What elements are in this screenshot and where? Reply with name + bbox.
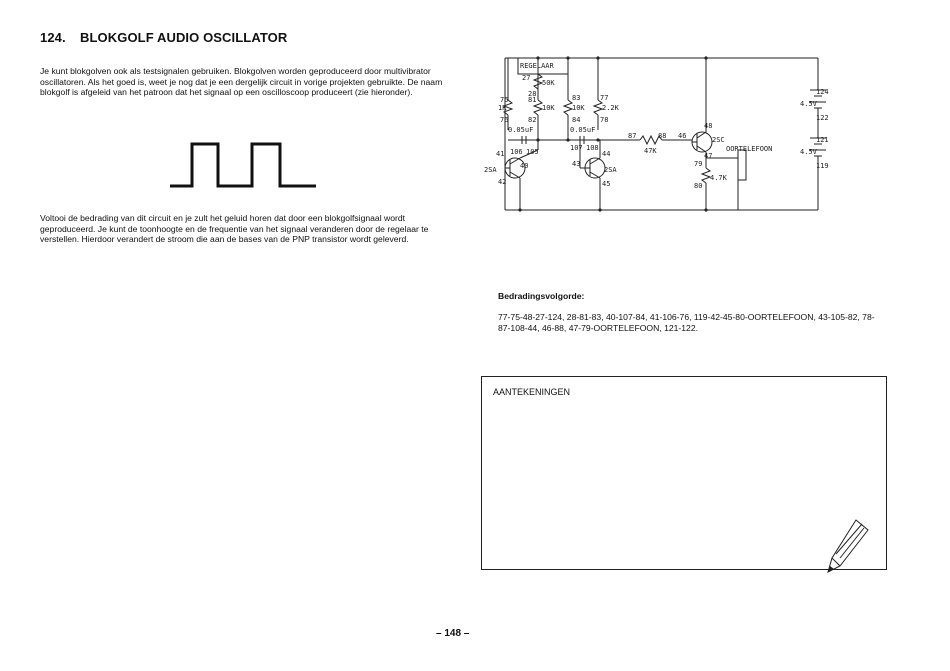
q3-label: 2SC [712, 136, 725, 144]
battery-2-label: 4.5V [800, 148, 817, 156]
wiring-sequence-heading: Bedradingsvolgorde: [498, 291, 585, 301]
r2-2k-label: 2.2K [602, 104, 619, 112]
project-title: BLOKGOLF AUDIO OSCILLATOR [80, 30, 288, 45]
r10k-right-label: 10K [572, 104, 585, 112]
terminal-124: 124 [816, 88, 829, 96]
r50k-label: 50K [542, 79, 555, 87]
terminal-88: 88 [658, 132, 667, 140]
r10k-left-label: 10K [542, 104, 555, 112]
terminal-28: 28 [528, 90, 537, 98]
terminal-46: 46 [678, 132, 687, 140]
q2-label: 2SA [604, 166, 617, 174]
terminal-121: 121 [816, 136, 829, 144]
terminal-84: 84 [572, 116, 581, 124]
terminal-77: 77 [600, 94, 609, 102]
terminal-106: 106 [510, 148, 523, 156]
q1-label: 2SA [484, 166, 497, 174]
r4-7k-label: 4.7K [710, 174, 727, 182]
page-title [40, 30, 287, 45]
terminal-80: 80 [694, 182, 703, 190]
terminal-83: 83 [572, 94, 581, 102]
terminal-45: 45 [602, 180, 611, 188]
pencil-icon [826, 518, 870, 574]
terminal-78: 78 [600, 116, 609, 124]
terminal-47: 47 [704, 152, 713, 160]
terminal-119: 119 [816, 162, 829, 170]
terminal-41: 41 [496, 150, 505, 158]
terminal-105: 105 [526, 148, 539, 156]
terminal-40: 40 [520, 162, 529, 170]
terminal-108: 108 [586, 144, 599, 152]
terminal-76: 76 [500, 116, 509, 124]
terminal-44: 44 [602, 150, 611, 158]
page-number: – 148 – [436, 628, 470, 639]
instructions-paragraph: Voltooi de bedrading van dit circuit en je zult het geluid horen dat door een blokgolfsignaal wordt geproduceerd. Je kunt de toonhoogte en de frequentie van het signaal veranderen door de regelaar te verstellen. Hierdoor verandert de stroom die aan de bases van de PNP transistor wordt geleverd. [40, 213, 429, 245]
terminal-82: 82 [528, 116, 537, 124]
terminal-87: 87 [628, 132, 637, 140]
terminal-48: 48 [704, 122, 713, 130]
notes-label: AANTEKENINGEN [493, 387, 571, 397]
c1-label: 0.05uF [508, 126, 534, 134]
r47k-label: 47K [644, 147, 657, 155]
terminal-42: 42 [498, 178, 507, 186]
square-wave-illustration [170, 142, 316, 188]
project-number: 124. [40, 30, 66, 45]
r1k-label: 1K [498, 104, 507, 112]
terminal-81: 81 [528, 96, 537, 104]
battery-1-label: 4.5V [800, 100, 817, 108]
wiring-sequence: 77-75-48-27-124, 28-81-83, 40-107-84, 41-106-76, 119-42-45-80-OORTELEFOON, 43-105-82, 78-87-108-44, 46-88, 47-79-OORTELEFOON, 121-122. [498, 312, 875, 333]
terminal-27: 27 [522, 74, 531, 82]
earphone-label: OORTELEFOON [726, 145, 773, 153]
terminal-107: 107 [570, 144, 583, 152]
circuit-schematic [480, 50, 829, 216]
intro-paragraph: Je kunt blokgolven ook als testsignalen gebruiken. Blokgolven worden geproduceerd door multivibrator oscillatoren. Als het goed is, weet je nog dat je een dergelijk circuit in vorige projekten gebruikte. De naam blokgolf is afgeleid van het patroon dat het signaal op een oscilloscoop produceert (zie hieronder). [40, 66, 443, 98]
terminal-79: 79 [694, 160, 703, 168]
c2-label: 0.05uF [570, 126, 596, 134]
terminal-75: 75 [500, 96, 509, 104]
regelaar-label: REGELAAR [520, 62, 554, 70]
terminal-43: 43 [572, 160, 581, 168]
terminal-122: 122 [816, 114, 829, 122]
